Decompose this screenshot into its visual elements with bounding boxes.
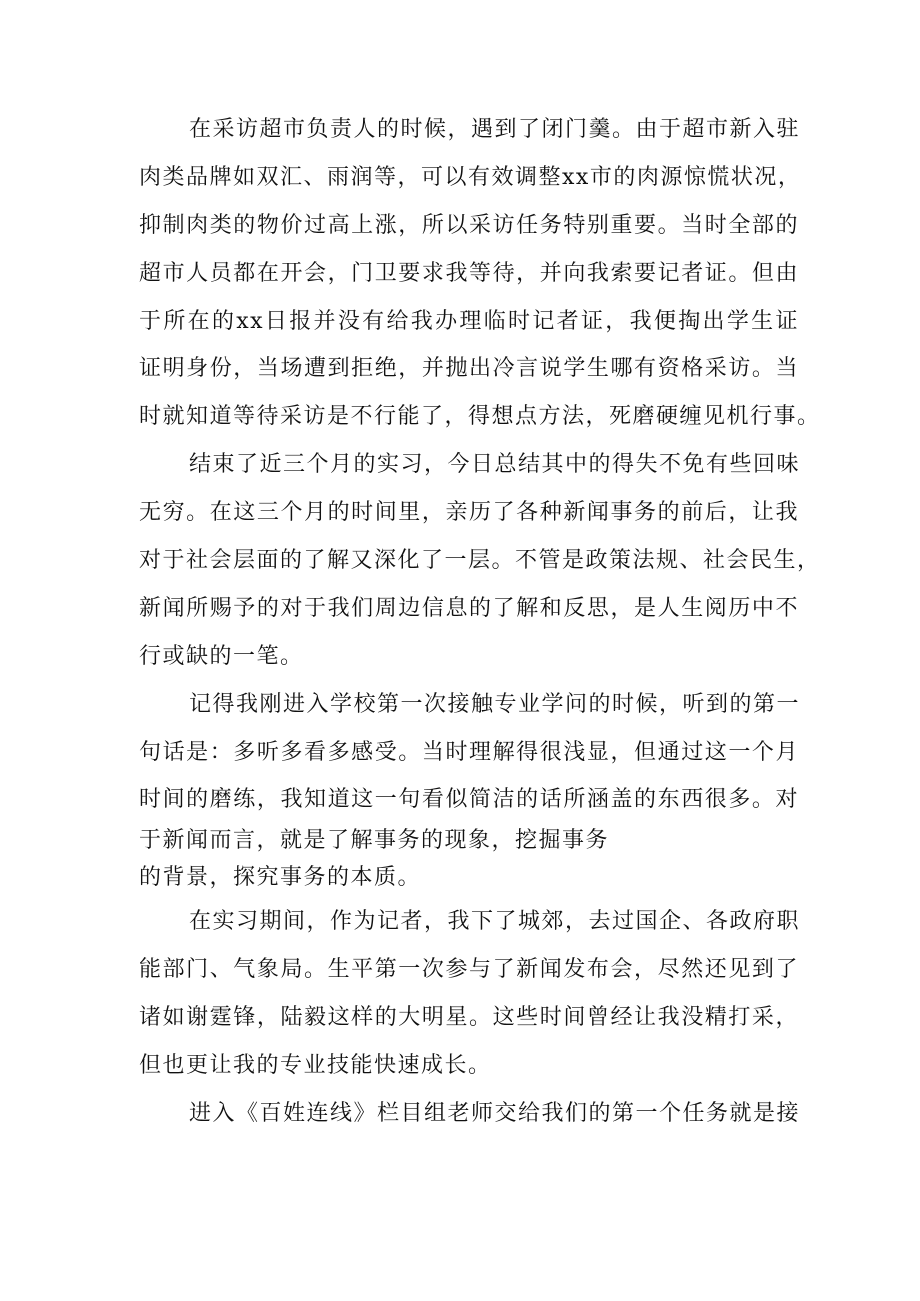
paragraph-internship-summary <box>139 441 821 680</box>
text-line: 证明身份，当场遭到拒绝，并抛出冷言说学生哪有资格采访。当 <box>139 356 799 382</box>
text-line: 但也更让我的专业技能快速成长。 <box>139 1053 492 1079</box>
text-line: 于所在的xx日报并没有给我办理临时记者证，我便掏出学生证 <box>139 308 799 334</box>
text-line: 时间的磨练，我知道这一句看似简洁的话所涵盖的东西很多。对 <box>139 787 799 813</box>
text-line: 的背景，探究事务的本质。 <box>139 865 422 891</box>
text-line: 在采访超市负责人的时候，遇到了闭门羹。由于超市新入驻 <box>189 117 801 142</box>
text-line: 记得我刚进入学校第一次接触专业学问的时候，听到的第一 <box>189 691 801 717</box>
text-line: 行或缺的一笔。 <box>139 643 304 669</box>
text-line: 诸如谢霆锋，陆毅这样的大明星。这些时间曾经让我没精打采， <box>139 1005 799 1031</box>
text-line: 超市人员都在开会，门卫要求我等待，并向我索要记者证。但由 <box>139 260 799 286</box>
text-line: 能部门、气象局。生平第一次参与了新闻发布会，尽然还见到了 <box>139 957 799 983</box>
text-line: 时就知道等待采访是不行能了，得想点方法，死磨硬缠见机行事。 <box>139 404 821 430</box>
paragraph-supermarket-interview <box>139 106 821 441</box>
paragraph-reporter-experience <box>139 898 799 1090</box>
text-line: 句话是：多听多看多感受。当时理解得很浅显，但通过这一个月 <box>139 739 799 765</box>
paragraph-professional-knowledge <box>139 681 799 899</box>
text-line: 进入《百姓连线》栏目组老师交给我们的第一个任务就是接 <box>189 1100 801 1126</box>
text-line: 结束了近三个月的实习，今日总结其中的得失不免有些回味 <box>189 452 801 478</box>
text-line: 无穷。在这三个月的时间里，亲历了各种新闻事务的前后，让我 <box>139 500 799 526</box>
text-line: 在实习期间，作为记者，我下了城郊，去过国企、各政府职 <box>189 909 801 935</box>
paragraph-first-task <box>139 1090 799 1138</box>
text-line: 新闻所赐予的对于我们周边信息的了解和反思，是人生阅历中不 <box>139 595 799 621</box>
text-line: 对于社会层面的了解又深化了一层。不管是政策法规、社会民生， <box>139 548 821 574</box>
document-body <box>139 106 821 1138</box>
text-line: 肉类品牌如双汇、雨润等，可以有效调整xx市的肉源惊慌状况， <box>139 164 802 190</box>
text-line: 抑制肉类的物价过高上涨，所以采访任务特别重要。当时全部的 <box>139 212 799 238</box>
text-line: 于新闻而言，就是了解事务的现象，挖掘事务 <box>139 828 610 854</box>
